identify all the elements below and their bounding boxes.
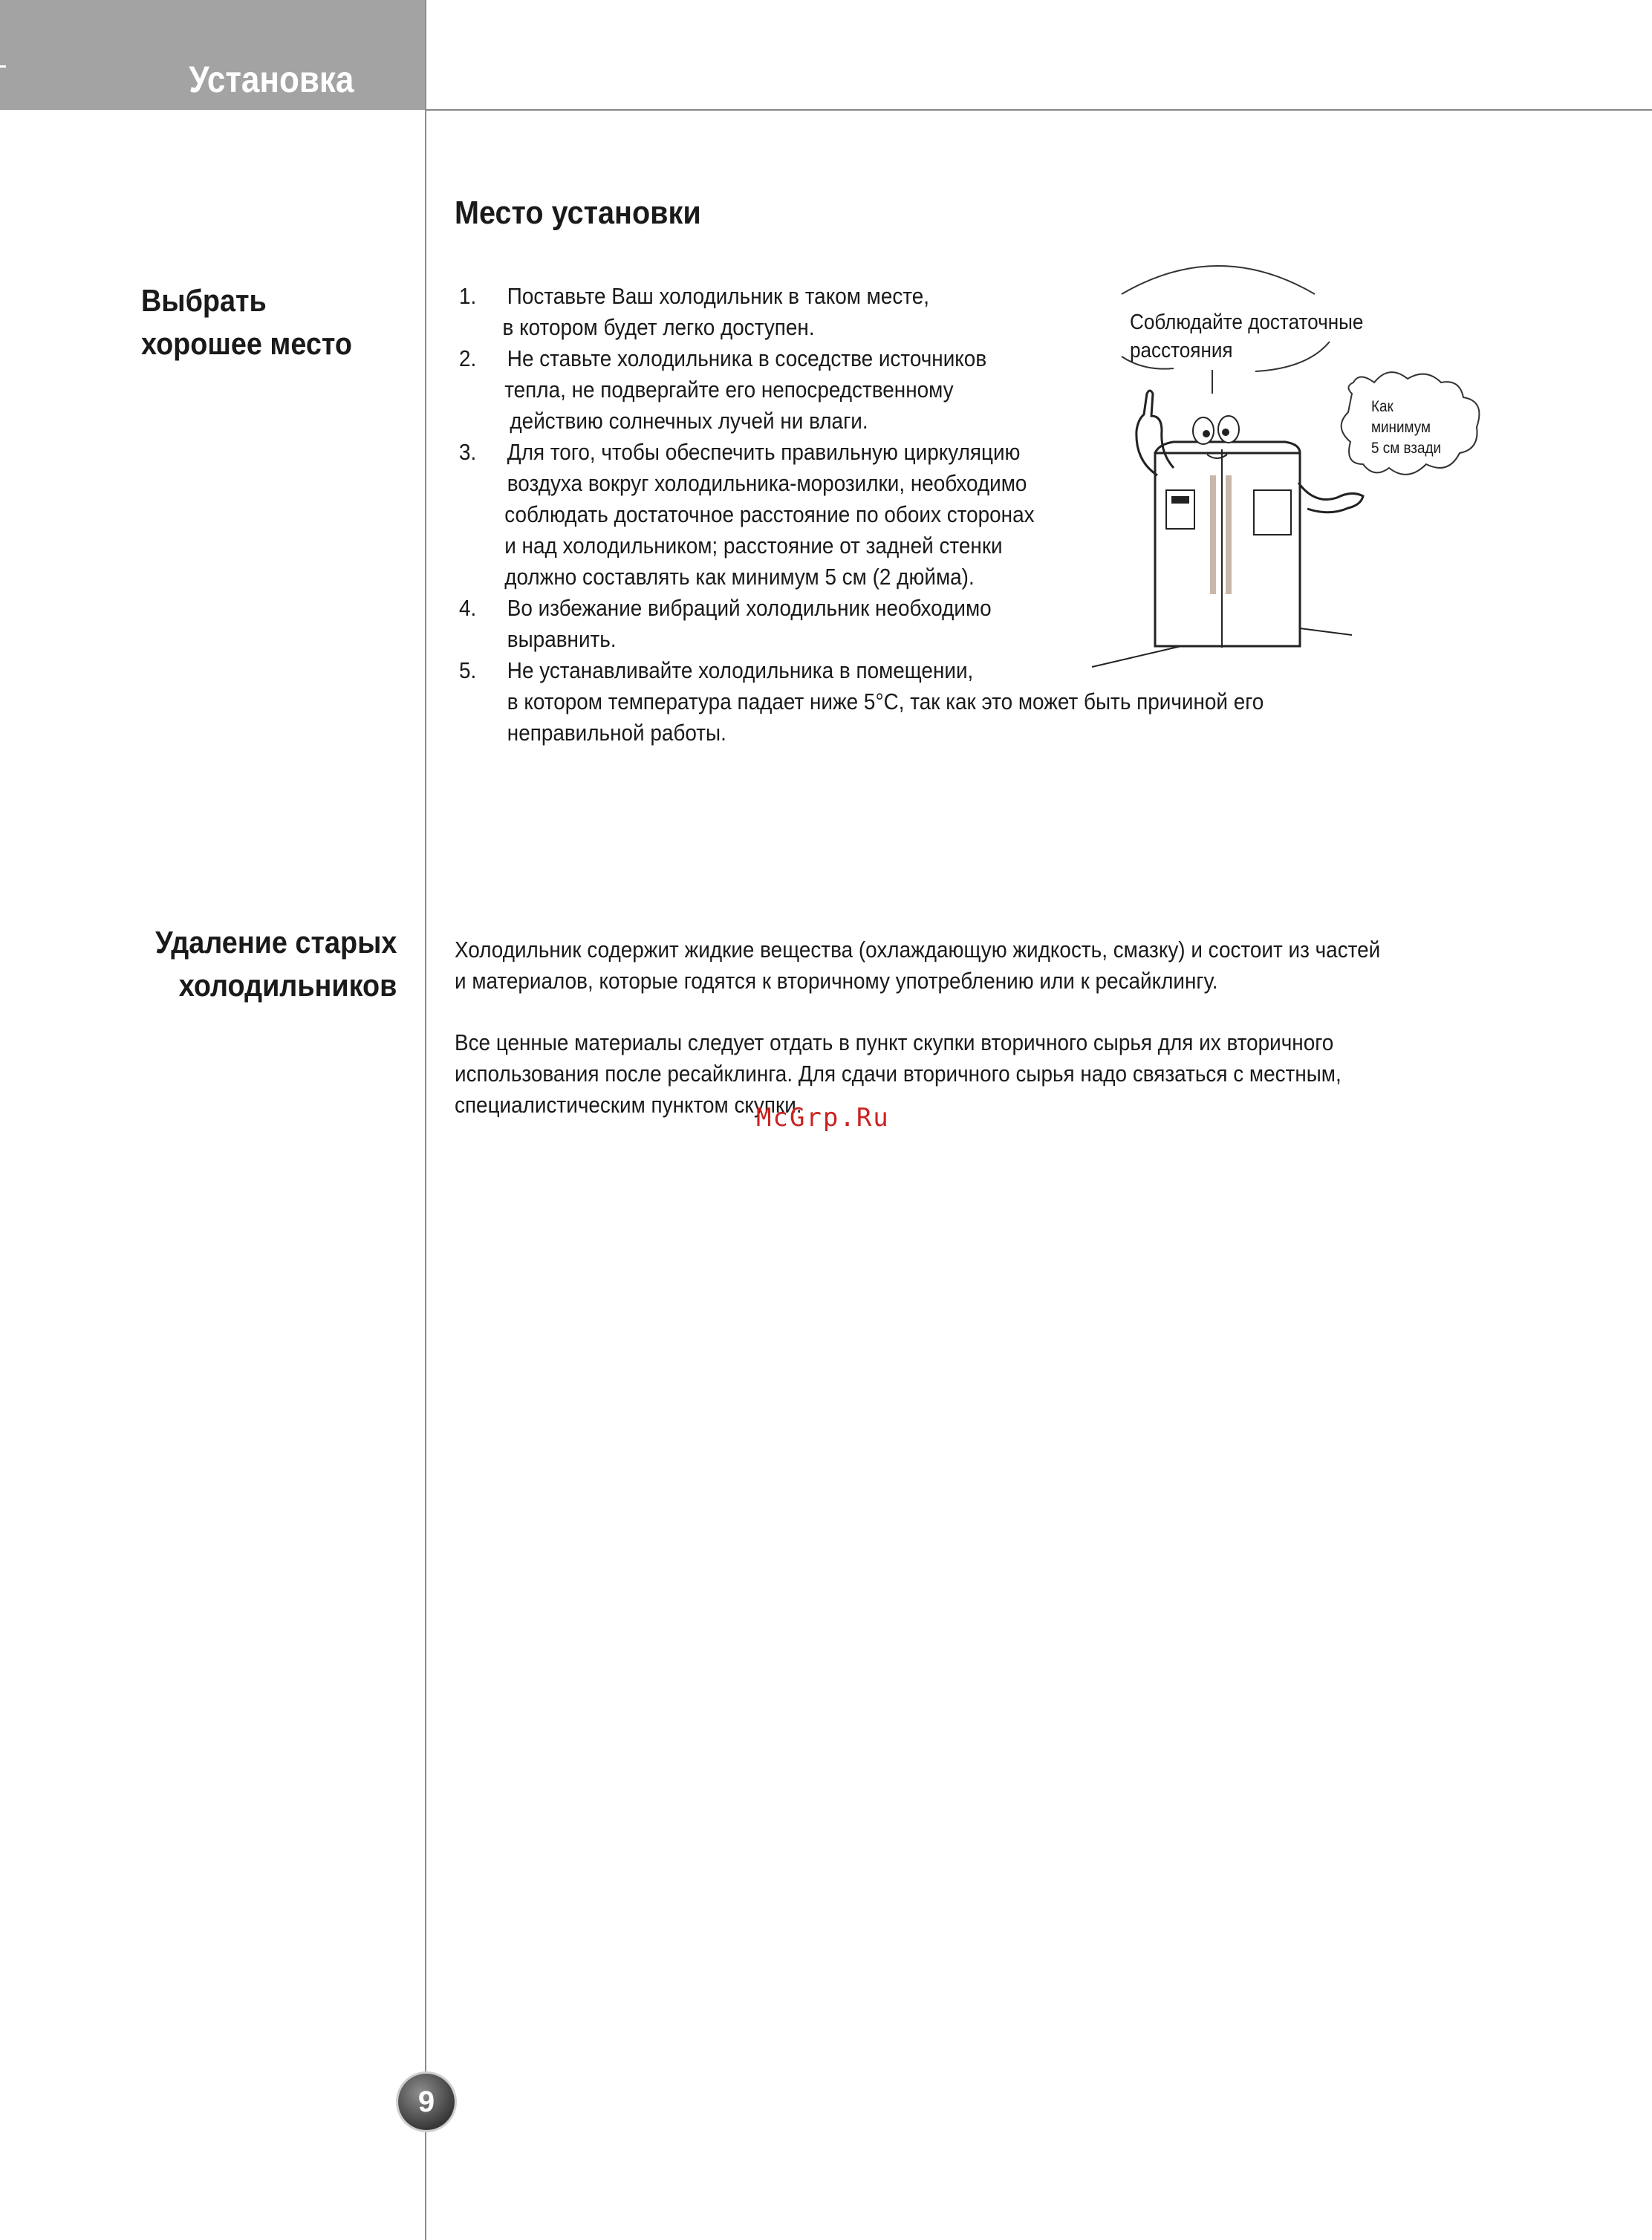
list-item (459, 593, 992, 655)
sidebar-heading-disposal (155, 921, 397, 1007)
header-rule (425, 109, 1652, 111)
display-icon (1171, 496, 1189, 504)
list-number: 3. (459, 439, 477, 465)
list-line: тепла, не подвергайте его непосредственному (504, 377, 954, 403)
header-band (0, 0, 425, 110)
paragraph-line: использования после ресайклинга. Для сдачи вторичного сырья надо связаться с местным, (455, 1061, 1342, 1087)
handle-left (1210, 475, 1216, 594)
sidebar-heading-choose-place (141, 279, 352, 365)
cloud-bubble-text (1371, 397, 1441, 459)
sidebar-heading-line: Удаление старых (155, 925, 397, 960)
bubble-line: минимум (1371, 419, 1431, 436)
list-line: воздуха вокруг холодильника-морозилки, необходимо (507, 470, 1027, 496)
list-number: 2. (459, 345, 477, 371)
page-number-badge: 9 (398, 2074, 455, 2130)
list-line: выравнить. (507, 626, 617, 652)
handle-right (1226, 475, 1232, 594)
sidebar-heading-line: Выбрать (141, 283, 267, 318)
list-item (459, 343, 987, 437)
vertical-divider (425, 0, 426, 2240)
list-item (459, 281, 930, 343)
list-number: 1. (459, 283, 477, 309)
wall-line (1300, 628, 1352, 635)
bubble-outline (1122, 266, 1315, 294)
list-line: Не ставьте холодильника в соседстве источников (507, 345, 987, 371)
corner-tick (0, 65, 6, 68)
paragraph-line: Все ценные материалы следует отдать в пункт скупки вторичного сырья для их вторичного (455, 1029, 1334, 1055)
list-line: в котором будет легко доступен. (502, 314, 815, 340)
paragraph-line: Холодильник содержит жидкие вещества (охлаждающую жидкость, смазку) и состоит из частей (455, 937, 1381, 963)
bubble-line: расстояния (1130, 339, 1233, 362)
floor-line (1092, 646, 1181, 667)
paragraph-line: и материалов, которые годятся к вторичному употреблению или к ресайклингу. (455, 968, 1218, 994)
bubble-line: 5 см взади (1371, 440, 1442, 457)
list-number: 5. (459, 657, 477, 683)
paragraph-line: специалистическим пунктом скупки. (455, 1092, 802, 1118)
list-line: соблюдать достаточное расстояние по обоих сторонах (504, 501, 1035, 527)
list-line: Для того, чтобы обеспечить правильную циркуляцию (507, 439, 1021, 465)
page-header-title: Установка (188, 59, 354, 100)
eye-icon (1193, 417, 1214, 444)
section-title: Место установки (455, 195, 701, 231)
list-line: Во избежание вибраций холодильник необходимо (507, 595, 992, 621)
bubble-line: Соблюдайте достаточные (1130, 310, 1364, 334)
list-line: в котором температура падает ниже 5°C, так как это может быть причиной его (507, 688, 1264, 714)
disposal-paragraph-2 (455, 1027, 1342, 1121)
list-line: Не устанавливайте холодильника в помещении, (507, 657, 974, 683)
list-line: Поставьте Ваш холодильник в таком месте, (507, 283, 930, 309)
list-line: действию солнечных лучей ни влаги. (510, 408, 868, 434)
sidebar-heading-line: холодильников (178, 968, 397, 1003)
list-line: должно составлять как минимум 5 см (2 дюйма). (504, 564, 975, 590)
refrigerator-top (1155, 442, 1300, 453)
speech-bubble-text (1130, 308, 1363, 365)
pointing-hand-icon (1298, 483, 1363, 512)
sidebar-heading-line: хорошее место (141, 326, 353, 361)
pupil-icon (1222, 429, 1229, 436)
disposal-paragraph-1 (455, 934, 1380, 997)
bubble-line: Как (1371, 398, 1394, 415)
list-line: и над холодильником; расстояние от задней стенки (504, 533, 1003, 559)
list-item (459, 437, 1035, 593)
watermark: McGrp.Ru (756, 1103, 890, 1133)
list-number: 4. (459, 595, 477, 621)
eye-icon (1218, 416, 1239, 443)
pupil-icon (1203, 430, 1210, 437)
list-line: неправильной работы. (507, 720, 726, 746)
